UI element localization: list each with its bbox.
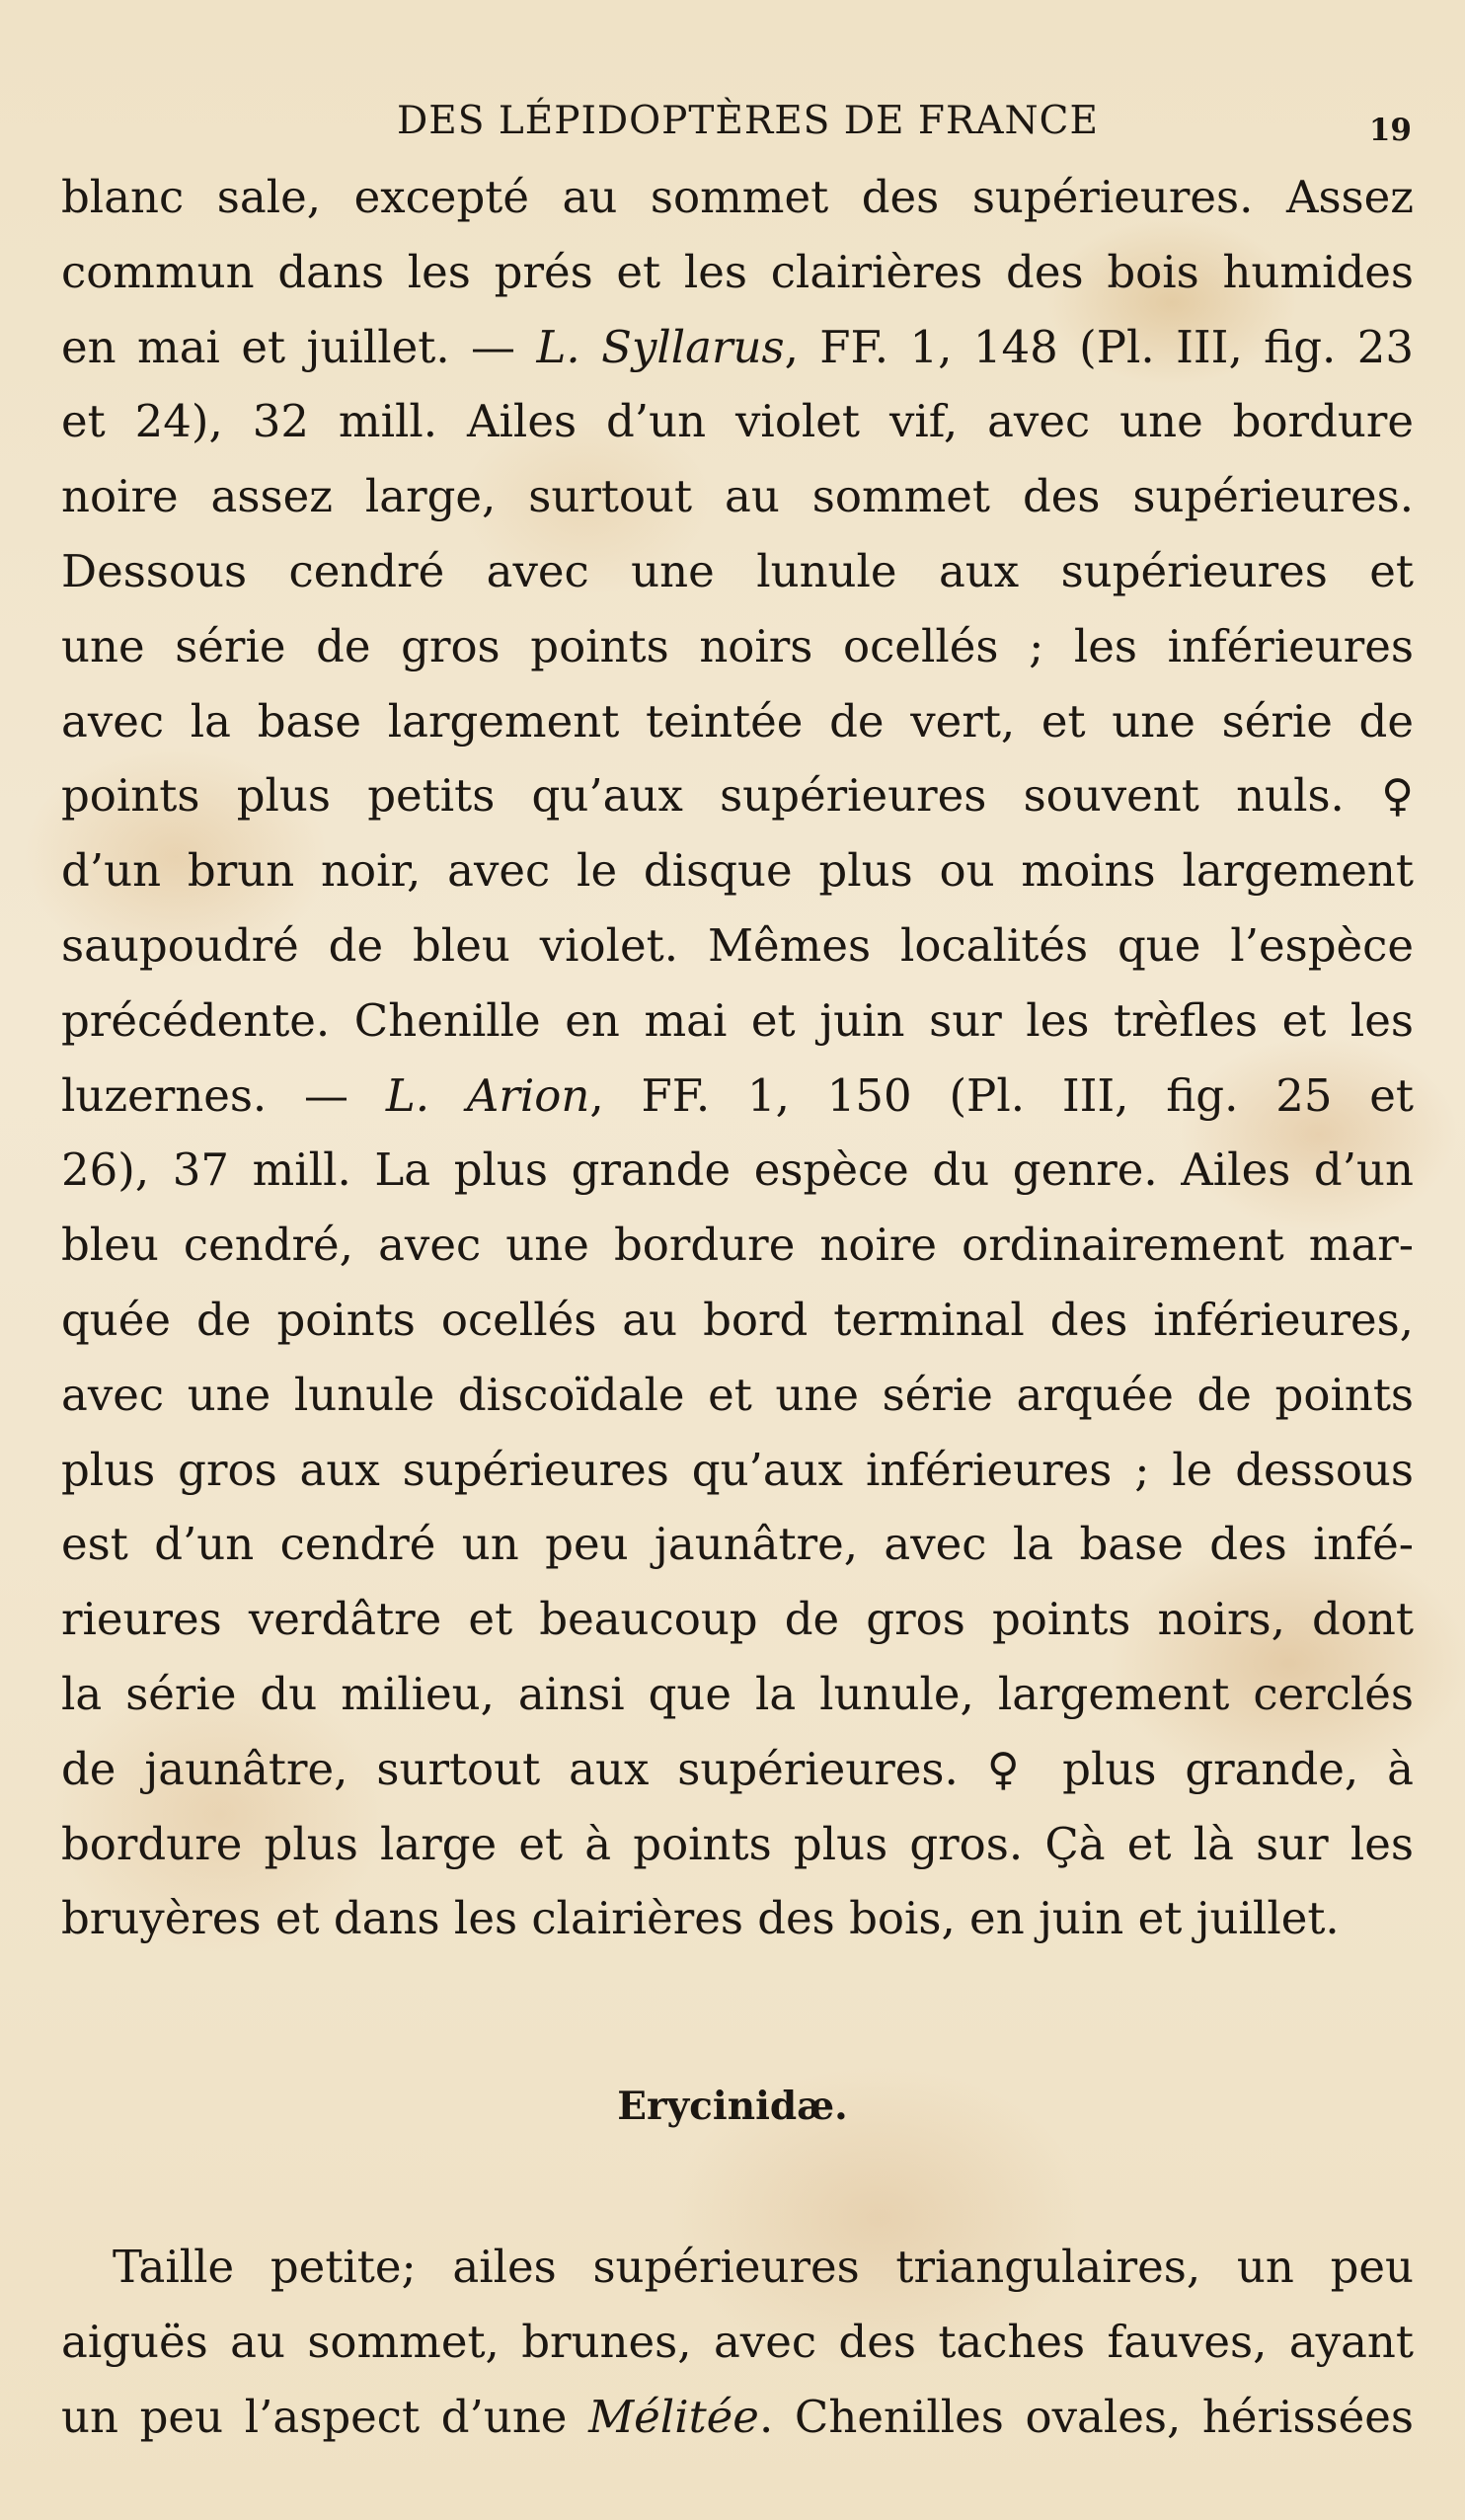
text-line: bordure plus large et à points plus gros. Çà et là sur les (61, 1817, 1414, 1870)
text-line: en mai et juillet. — L. Syllarus, FF. 1, 148 (Pl. III, fig. 23 (61, 320, 1414, 373)
text-line: rieures verdâtre et beaucoup de gros points noirs, dont (61, 1593, 1414, 1646)
text-line: et 24), 32 mill. Ailes d’un violet vif, avec une bordure (61, 395, 1414, 448)
text-line: plus gros aux supérieures qu’aux inférieures ; le dessous (61, 1443, 1414, 1496)
italic-taxon-name: L. Syllarus (536, 320, 785, 373)
text-line: avec une lunule discoïdale et une série arquée de points (61, 1368, 1414, 1421)
paragraph-lycaena-descriptions (61, 160, 1414, 1956)
text-line: 26), 37 mill. La plus grande espèce du genre. Ailes d’un (61, 1143, 1414, 1197)
text-line: bleu cendré, avec une bordure noire ordinairement mar- (61, 1219, 1414, 1272)
text-line: bruyères et dans les clairières des bois, en juin et juillet. (61, 1892, 1340, 1945)
text-line: la série du milieu, ainsi que la lunule, largement cerclés (61, 1667, 1414, 1720)
text-line: aiguës au sommet, brunes, avec des taches fauves, ayant (61, 2315, 1414, 2368)
text-line: quée de points ocellés au bord terminal des inférieures, (61, 1293, 1414, 1346)
section-heading-erycinidae: Erycinidæ. (617, 2084, 848, 2129)
text-line: blanc sale, excepté au sommet des supérieures. Assez (61, 171, 1414, 223)
text-line: commun dans les prés et les clairières des bois humides (61, 245, 1414, 298)
text-line: points plus petits qu’aux supérieures souvent nuls. ♀ (61, 769, 1414, 823)
italic-taxon-name: Mélitée (588, 2390, 759, 2443)
text-line: noire assez large, surtout au sommet des supérieures. (61, 470, 1414, 523)
text-line: de jaunâtre, surtout aux supérieures. ♀ plus grande, à (61, 1742, 1414, 1795)
text-line: d’un brun noir, avec le disque plus ou moins largement (61, 844, 1414, 898)
text-line: saupoudré de bleu violet. Mêmes localités que l’espèce (61, 918, 1414, 972)
text-line: avec la base largement teintée de vert, et une série de (61, 694, 1414, 748)
text-line: Taille petite; ailes supérieures triangulaires, un peu (113, 2241, 1414, 2293)
text-line: un peu l’aspect d’une Mélitée. Chenilles ovales, hérissées (61, 2390, 1414, 2443)
text-line: luzernes. — L. Arion, FF. 1, 150 (Pl. III, fig. 25 et (61, 1068, 1414, 1122)
text-line: est d’un cendré un peu jaunâtre, avec la base des infé- (61, 1518, 1414, 1571)
header-title: DES LÉPIDOPTÈRES DE FRANCE (397, 99, 1099, 143)
text-line: une série de gros points noirs ocellés ; les inférieures (61, 619, 1414, 672)
text-line: précédente. Chenille en mai et juin sur les trèfles et les (61, 993, 1414, 1047)
text-line: Dessous cendré avec une lunule aux supérieures et (61, 544, 1414, 597)
running-head (59, 99, 1422, 158)
page-number: 19 (1368, 113, 1412, 148)
paragraph-erycinidae-description (61, 2230, 1414, 2454)
italic-taxon-name: L. Arion (385, 1068, 590, 1122)
